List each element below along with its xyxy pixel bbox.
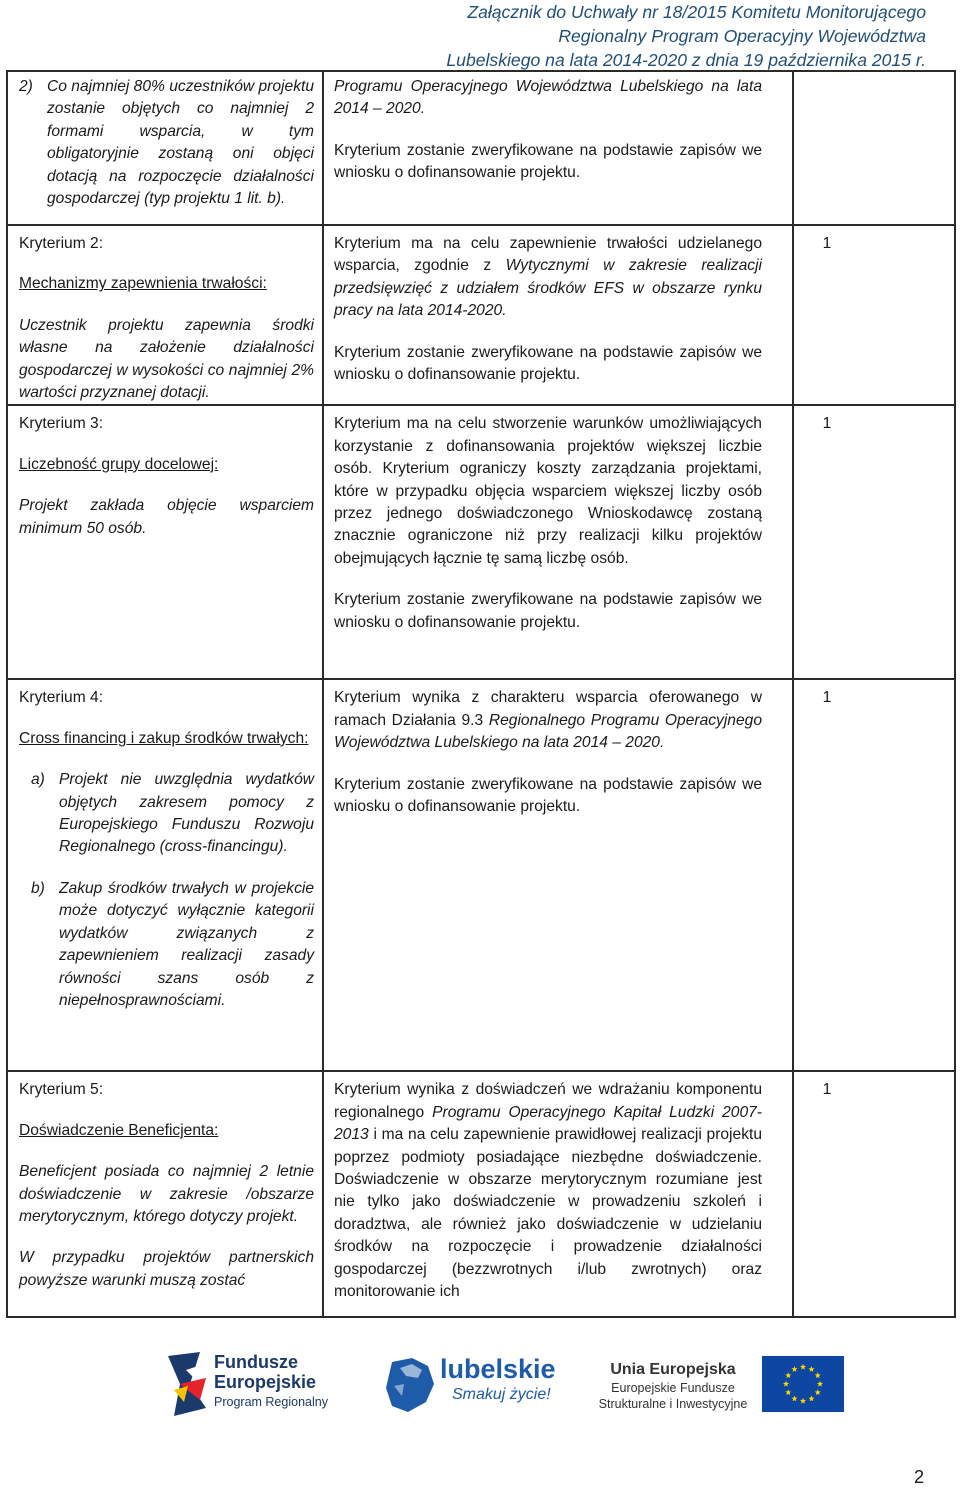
criteria-table: [6, 70, 956, 1318]
criterion-heading: Kryterium 2:: [19, 235, 104, 252]
fe-logo-line-3: Program Regionalny: [214, 1395, 328, 1409]
criterion-heading: Kryterium 5:: [19, 1081, 104, 1099]
fe-star-icon: [166, 1350, 210, 1418]
criteria-cell: [7, 405, 323, 679]
list-item: [19, 76, 314, 210]
criterion-description-italic: 2% wartości przyznanej dotacji.: [19, 361, 314, 402]
fe-program-regionalny-logo: [160, 1346, 340, 1422]
list-item-number: b): [31, 879, 45, 897]
eu-logo: [590, 1346, 850, 1422]
eu-logo-line-1: Unia Europejska: [610, 1361, 736, 1378]
criterion-heading: Kryterium 3:: [19, 415, 104, 433]
criterion-description: Beneficjent posiada co najmniej 2 letnie doświadczenie w zakresie /obszarze merytorycznym, którego dotyczy projekt.: [19, 1163, 314, 1226]
list-item: [31, 769, 314, 859]
verification-text: Kryterium zostanie zweryfikowane na podstawie zapisów we wniosku o dofinansowanie projektu.: [334, 775, 762, 816]
eu-logo-line-2: Europejskie Fundusze: [611, 1381, 735, 1395]
list-item-text: Projekt nie uwzględnia wydatków objętych zakresem pomocy z Europejskiego Funduszu Rozwoju Regionalnego (cross-financingu).: [59, 771, 314, 856]
justification-cell: [323, 679, 793, 1071]
score-value: [794, 72, 954, 224]
justification-text: [334, 1072, 762, 1303]
score-cell: [793, 405, 955, 679]
verification-text: Kryterium zostanie zweryfikowane na podstawie zapisów we wniosku o dofinansowanie projektu.: [334, 141, 762, 182]
criterion-name: Doświadczenie Beneficjenta:: [19, 1121, 219, 1139]
page-number: 2: [913, 1467, 924, 1487]
criteria-cell: [7, 1071, 323, 1317]
criteria-list: [19, 72, 314, 210]
list-item-text: Co najmniej 80% uczestników projektu zostanie objętych co najmniej 2 formami wsparcia, w tym obligatoryjnie zostaną oni objęci dotacją na rozpoczęcie działalności gospodarczej (typ projektu 1 lit. b).: [47, 78, 314, 208]
criteria-cell: [7, 71, 323, 225]
eu-logo-line-3: Strukturalne i Inwestycyjne: [598, 1397, 748, 1411]
justification-cell: [323, 1071, 793, 1317]
list-item-text: Zakup środków trwałych w projekcie może dotyczyć wyłącznie kategorii wydatków związanych z zapewnieniem realizacji zasady równości szans osób z niepełnosprawnościami.: [59, 879, 314, 1009]
criterion-description: [19, 315, 314, 405]
lubelskie-logo-line-2: Smakuj życie!: [452, 1386, 551, 1403]
header-line-3: Lubelskiego na lata 2014-2020 z dnia 19 października 2015 r.: [446, 50, 926, 70]
table-row: [7, 405, 955, 679]
score-cell: [793, 71, 955, 225]
justification-text-b: Programu Operacyjnego Kapitał Ludzki 2007-2013: [334, 1103, 762, 1144]
justification-text-a: Kryterium wynika z charakteru wsparcia oferowanego w ramach Działania 9.3: [334, 689, 762, 729]
justification-text: [334, 226, 762, 323]
criteria-cell: [7, 679, 323, 1071]
table-row: [7, 679, 955, 1071]
lubelskie-logo-line-1: lubelskie: [440, 1354, 556, 1384]
verification-text: Kryterium zostanie zweryfikowane na podstawie zapisów we wniosku o dofinansowanie projektu.: [334, 591, 762, 631]
fe-logo-line-2: Europejskie: [214, 1372, 317, 1392]
table-row: [7, 225, 955, 405]
header-line-2: Regionalny Program Operacyjny Województwa: [558, 26, 926, 46]
list-item: [31, 878, 314, 1012]
justification-text: [334, 680, 762, 754]
criterion-name: Cross financing i zakup środków trwałych:: [19, 729, 309, 747]
table-row: [7, 71, 955, 225]
justification-text-b: Wytycznymi w zakresie realizacji przedsięwzięć z udziałem środków EFS w obszarze rynku pracy na lata 2014-2020.: [334, 257, 762, 320]
justification-text: Kryterium ma na celu stworzenie warunków umożliwiających korzystanie z dofinansowania projektów większej liczbie osób. Kryterium ograniczy koszty zarządzania projektami, które w przypadku objęcia wsparciem większej liczby osób przez jednego doświadczonego Wnioskodawcę zostaną znacznie ograniczone niż przy realizacji kilku projektów obejmujących łącznie tę samą liczbę osób.: [334, 415, 762, 567]
justification-cell: [323, 225, 793, 405]
eu-flag-icon: [762, 1356, 844, 1412]
score-value: 1: [822, 235, 832, 252]
justification-cell: [323, 405, 793, 679]
score-cell: [793, 225, 955, 405]
lubelskie-logo: [382, 1346, 556, 1422]
table-row: [7, 1071, 955, 1317]
list-item-number: a): [31, 771, 45, 789]
verification-text: Kryterium zostanie zweryfikowane na podstawie zapisów we wniosku o dofinansowanie projektu.: [334, 343, 762, 384]
fe-logo-line-1: Fundusze: [214, 1352, 298, 1372]
score-value: 1: [822, 689, 832, 707]
score-value: 1: [822, 415, 832, 433]
justification-text-b: Regionalnego Programu Operacyjnego Województwa Lubelskiego na lata 2014 – 2020.: [334, 711, 763, 752]
header-line-1: Załącznik do Uchwały nr 18/2015 Komitetu Monitorującego: [467, 2, 926, 22]
score-value: 1: [822, 1081, 832, 1099]
footer-logos: [160, 1346, 850, 1422]
criterion-heading: Kryterium 4:: [19, 689, 104, 707]
document-header: [286, 0, 926, 72]
criterion-description-text: Uczestnik projektu zapewnia środki własne na założenie działalności gospodarczej w wysokości co najmniej: [19, 316, 314, 379]
criterion-name: Liczebność grupy docelowej:: [19, 455, 219, 473]
justification-text-c: i ma na celu zapewnienie prawidłowej realizacji projektu poprzez podmioty posiadające niezbędne doświadczenie. Doświadczenie w obszarze merytorycznym rozumiane jest nie tylko jako doświadczenie w prowadzeniu szkoleń i doradztwa, ale również jako doświadczenie w udzielaniu środków na rozpoczęcie i prowadzenie działalności gospodarczej (bezzwrotnych i/lub zwrotnych) oraz monitorowanie ich: [334, 1126, 762, 1301]
justification-text: Programu Operacyjnego Województwa Lubelskiego na lata 2014 – 2020.: [334, 78, 762, 118]
criterion-name: Mechanizmy zapewnienia trwałości:: [19, 275, 267, 293]
list-item-number: 2): [19, 78, 33, 95]
score-cell: [793, 1071, 955, 1317]
criteria-list: [19, 769, 314, 1012]
criterion-description: Projekt zakłada objęcie wsparciem minimum 50 osób.: [19, 497, 314, 537]
justification-text-a: Kryterium ma na celu zapewnienie trwałości udzielanego wsparcia, zgodnie z: [334, 235, 762, 275]
criteria-cell: [7, 225, 323, 405]
score-cell: [793, 679, 955, 1071]
criterion-description-2: W przypadku projektów partnerskich powyższe warunki muszą zostać: [19, 1249, 314, 1289]
justification-text-a: Kryterium wynika z doświadczeń we wdrażaniu komponentu regionalnego: [334, 1081, 762, 1121]
justification-cell: [323, 71, 793, 225]
lubelskie-map-icon: [382, 1356, 438, 1416]
